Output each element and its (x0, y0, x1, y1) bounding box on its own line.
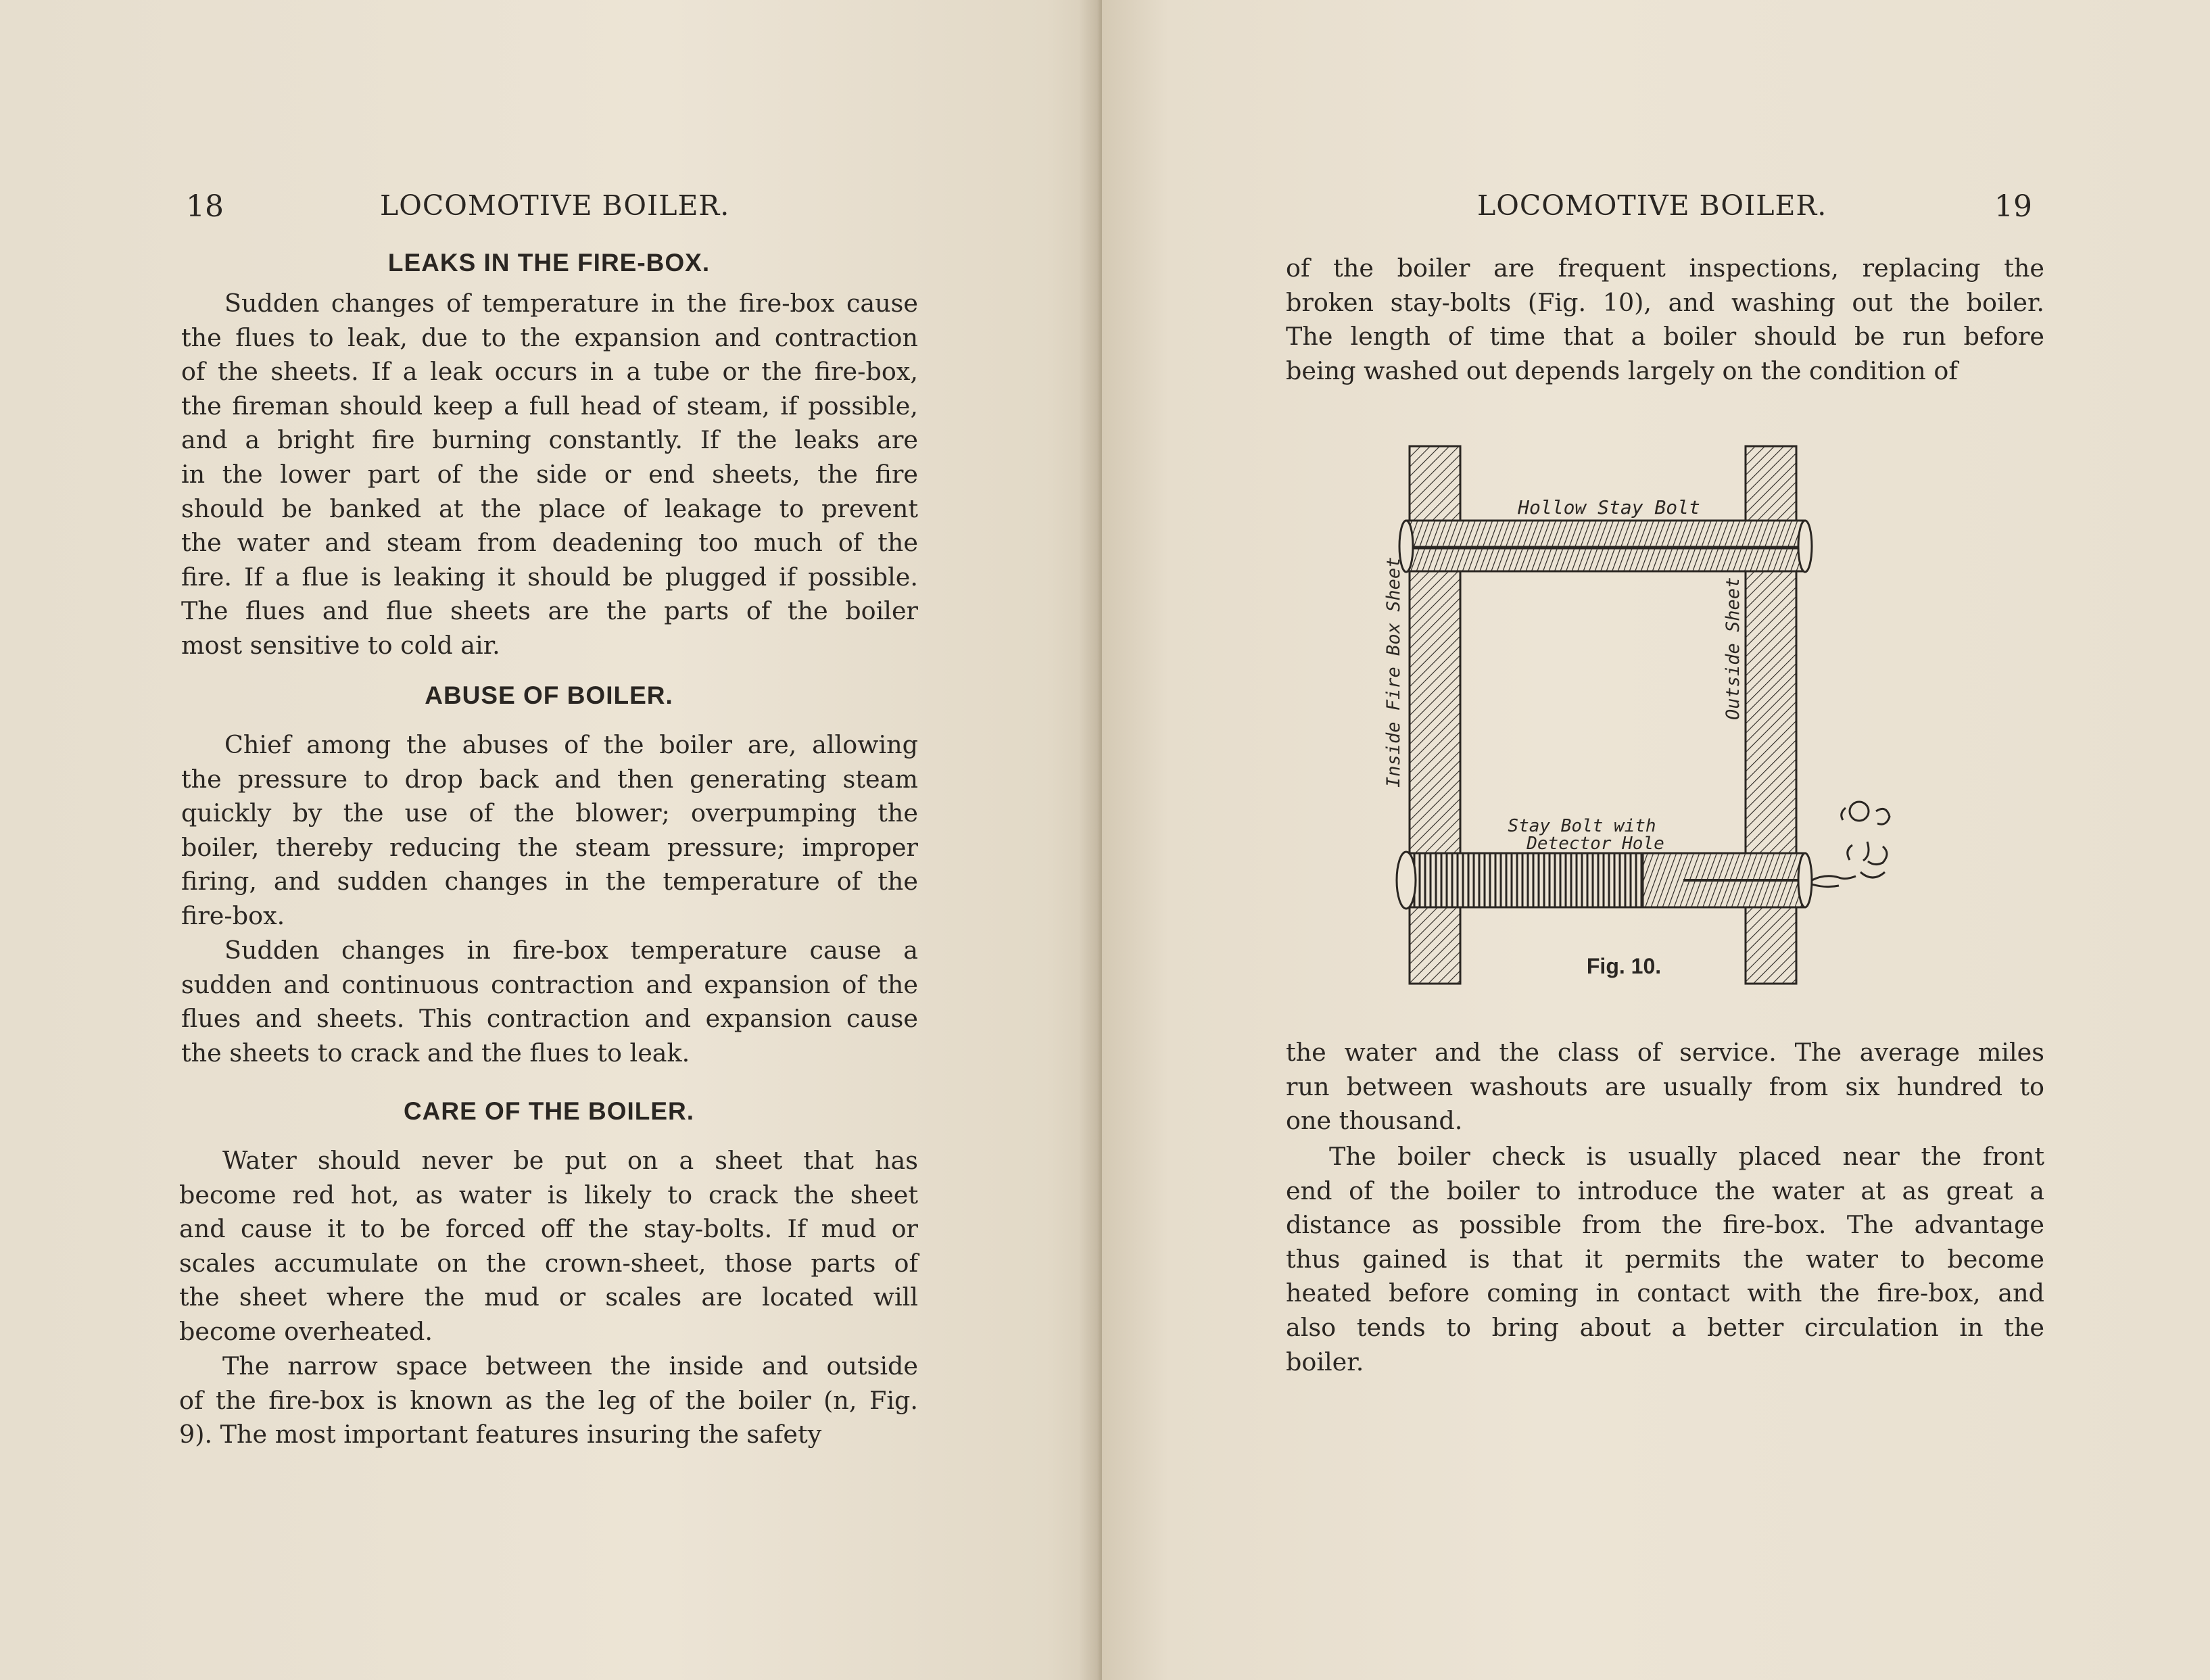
text-line: Water should never be put on a sheet that has (222, 1146, 918, 1175)
text-line: the water and the class of service. The average miles (1286, 1038, 2044, 1067)
text-line: the flues to leak, due to the expansion and contraction (181, 322, 918, 352)
paragraph-leaks (181, 287, 918, 663)
label-detector-line2: Detector Hole (1527, 834, 1664, 854)
text-line: The flues and flue sheets are the parts of the boiler (181, 596, 918, 626)
paragraph-top (1286, 251, 2044, 388)
text-line: The boiler check is usually placed near the front (1329, 1142, 2044, 1171)
heading-abuse: ABUSE OF BOILER. (425, 681, 673, 709)
left-running-head: LOCOMOTIVE BOILER. (380, 189, 730, 222)
text-line: become overheated. (179, 1316, 433, 1346)
text-line: end of the boiler to introduce the water at as great a (1286, 1176, 2044, 1205)
text-line: most sensitive to cold air. (181, 630, 500, 660)
text-line: the pressure to drop back and then generating steam (181, 764, 918, 794)
steam-leak-icon (1812, 802, 1890, 887)
text-line: in the lower part of the side or end sheets, the fire (181, 459, 918, 489)
text-line: the sheet where the mud or scales are located will (179, 1282, 918, 1312)
text-line: fire-box. (181, 901, 285, 930)
paragraph-boiler-check (1286, 1140, 2044, 1379)
right-page-number: 19 (1994, 189, 2032, 224)
text-line: boiler. (1286, 1347, 1364, 1376)
text-line: and cause it to be forced off the stay-bolts. If mud or (179, 1214, 918, 1244)
text-line: 9). The most important features insuring the safety (179, 1420, 822, 1449)
left-page (0, 0, 1102, 1680)
text-line: The narrow space between the inside and outside (222, 1351, 918, 1381)
label-hollow-stay-bolt: Hollow Stay Bolt (1518, 496, 1700, 519)
text-line: being washed out depends largely on the condition of (1286, 356, 1958, 385)
text-line: fire. If a flue is leaking it should be plugged if possible. (181, 562, 918, 592)
text-line: the sheets to crack and the flues to leak. (181, 1038, 690, 1067)
text-line: The length of time that a boiler should be run before (1286, 322, 2044, 352)
fig-10-diagram (1383, 433, 1913, 994)
text-line: one thousand. (1286, 1106, 1463, 1136)
label-inside-sheet: Inside Fire Box Sheet (1383, 556, 1404, 788)
paragraph-care-1 (179, 1144, 918, 1349)
text-line: firing, and sudden changes in the temperature of the (181, 867, 918, 896)
text-line: of the fire-box is known as the leg of the boiler (n, Fig. (179, 1385, 918, 1415)
text-line: sudden and continuous contraction and expansion of the (181, 969, 918, 999)
text-line: quickly by the use of the blower; overpumping the (181, 798, 918, 828)
right-running-head: LOCOMOTIVE BOILER. (1477, 189, 1827, 222)
text-line: broken stay-bolts (Fig. 10), and washing out the boiler. (1286, 287, 2044, 317)
text-line: Sudden changes in fire-box temperature cause a (224, 936, 918, 965)
text-line: the fireman should keep a full head of steam, if possible, (181, 391, 918, 421)
text-line: thus gained is that it permits the water to become (1286, 1244, 2044, 1274)
text-line: should be banked at the place of leakage to prevent (181, 494, 918, 523)
text-line: boiler, thereby reducing the steam pressure; improper (181, 832, 918, 862)
paragraph-abuse-2 (181, 934, 918, 1070)
text-line: of the boiler are frequent inspections, replacing the (1286, 254, 2044, 283)
text-line: Chief among the abuses of the boiler are, allowing (224, 730, 918, 759)
text-line: run between washouts are usually from six hundred to (1286, 1072, 2044, 1101)
text-line: flues and sheets. This contraction and expansion cause (181, 1004, 918, 1034)
text-line: become red hot, as water is likely to crack the sheet (179, 1180, 918, 1209)
text-line: distance as possible from the fire-box. The advantage (1286, 1210, 2044, 1240)
heading-care: CARE OF THE BOILER. (403, 1097, 695, 1125)
paragraph-care-2 (179, 1349, 918, 1452)
heading-leaks: LEAKS IN THE FIRE-BOX. (387, 249, 711, 277)
paragraph-abuse-1 (181, 728, 918, 934)
label-detector-line1: Stay Bolt with (1508, 816, 1656, 836)
text-line: scales accumulate on the crown-sheet, those parts of (179, 1248, 918, 1278)
label-outside-sheet: Outside Sheet (1723, 577, 1744, 720)
text-line: heated before coming in contact with the fire-box, and (1286, 1278, 2044, 1308)
paragraph-washouts (1286, 1036, 2044, 1138)
text-line: Sudden changes of temperature in the fire-box cause (224, 289, 918, 318)
text-line: and a bright fire burning constantly. If the leaks are (181, 425, 918, 455)
text-line: the water and steam from deadening too much of the (181, 528, 918, 558)
text-line: of the sheets. If a leak occurs in a tube or the fire-box, (181, 357, 918, 387)
left-page-number: 18 (186, 189, 224, 224)
figure-caption: Fig. 10. (1586, 954, 1662, 978)
text-line: also tends to bring about a better circulation in the (1286, 1312, 2044, 1342)
